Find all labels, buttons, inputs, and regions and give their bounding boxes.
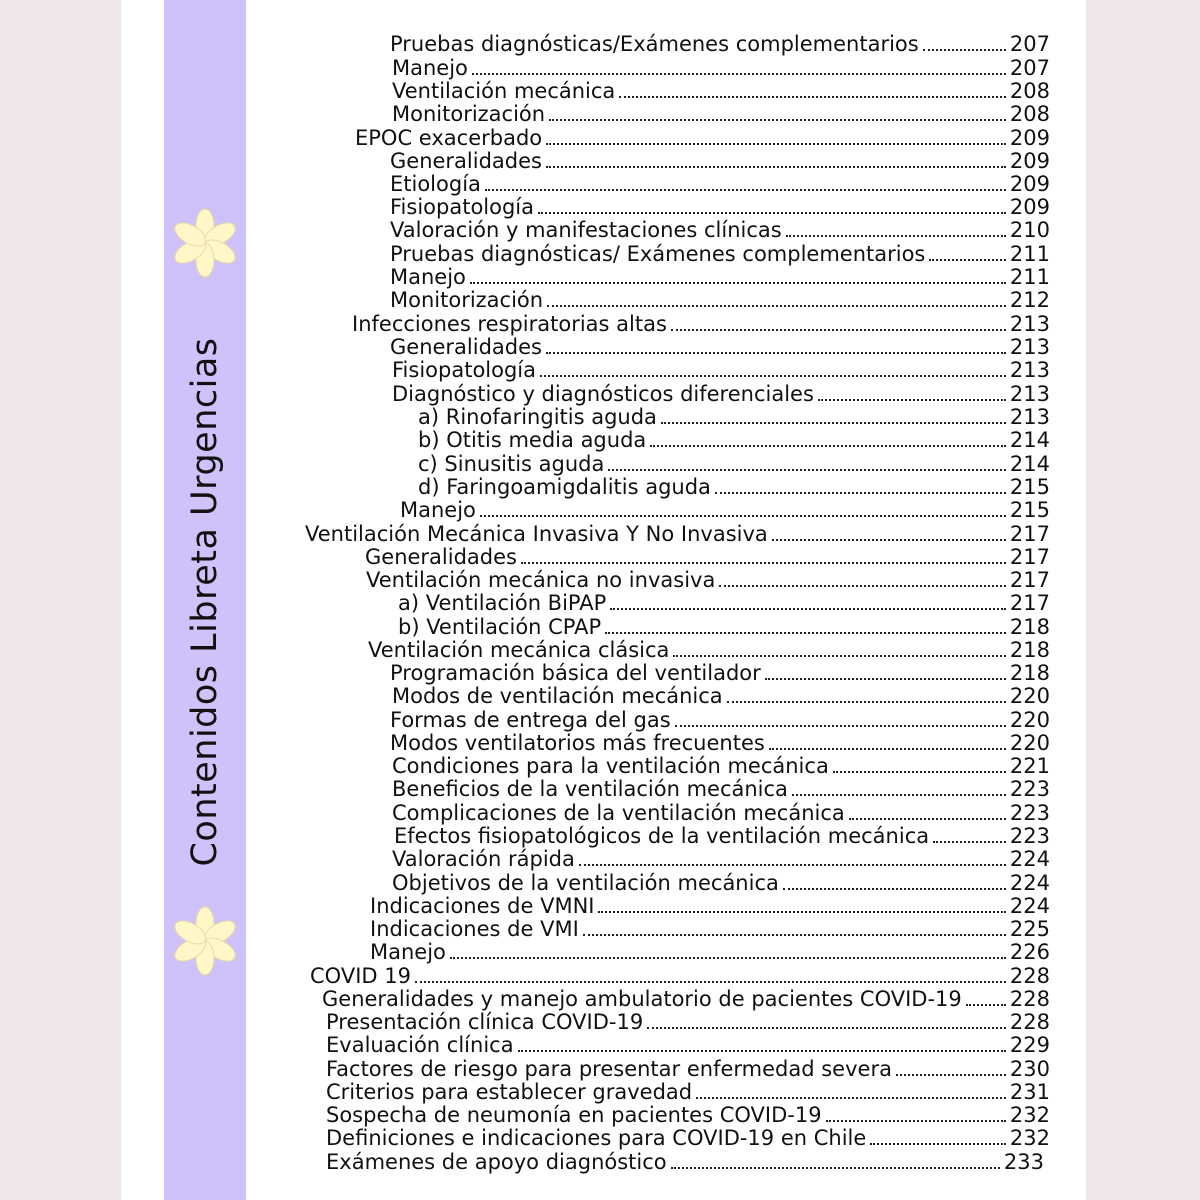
dot-leader xyxy=(870,1143,1006,1145)
toc-entry-page: 226 xyxy=(1009,940,1050,964)
dot-leader xyxy=(765,678,1006,680)
toc-entry-label: Ventilación Mecánica Invasiva Y No Invasiva xyxy=(305,522,768,546)
toc-entry-page: 220 xyxy=(1009,684,1050,708)
dot-leader xyxy=(849,818,1006,820)
dot-leader xyxy=(696,1097,1006,1099)
toc-entry xyxy=(392,845,1050,871)
toc-entry-page: 228 xyxy=(1009,987,1050,1011)
dot-leader xyxy=(547,305,1006,307)
dot-leader xyxy=(546,166,1006,168)
toc-entry-label: Manejo xyxy=(390,265,466,289)
toc-entry-page: 207 xyxy=(1009,32,1050,56)
toc-entry-page: 230 xyxy=(1009,1057,1050,1081)
toc-entry-label: Generalidades xyxy=(390,335,542,359)
dot-leader xyxy=(661,422,1006,424)
toc-entry-label: Manejo xyxy=(392,56,468,80)
toc-entry-page: 215 xyxy=(1009,498,1050,522)
toc-entry-label: a) Ventilación BiPAP xyxy=(398,591,607,615)
toc-entry-page: 213 xyxy=(1009,405,1050,429)
dot-leader xyxy=(727,701,1006,703)
toc-entry-page: 218 xyxy=(1009,661,1050,685)
dot-leader xyxy=(518,1050,1006,1052)
toc-entry-label: Valoración y manifestaciones clínicas xyxy=(390,218,782,242)
toc-entry-label: Factores de riesgo para presentar enfermedad severa xyxy=(326,1057,892,1081)
dot-leader xyxy=(549,119,1006,121)
dot-leader xyxy=(929,259,1006,261)
toc-entry-label: Criterios para establecer gravedad xyxy=(326,1080,693,1104)
dot-leader xyxy=(610,608,1006,610)
toc-entry-page: 218 xyxy=(1009,638,1050,662)
toc-entry-label: Beneficios de la ventilación mecánica xyxy=(392,777,788,801)
toc-entry-page: 217 xyxy=(1009,522,1050,546)
toc-entry xyxy=(398,589,1050,615)
toc-entry xyxy=(392,356,1050,382)
toc-entry-page: 224 xyxy=(1009,894,1050,918)
toc-entry-label: Diagnóstico y diagnósticos diferenciales xyxy=(392,382,814,406)
dot-leader xyxy=(792,794,1006,796)
toc-entry xyxy=(370,938,1050,964)
dot-leader xyxy=(647,1027,1006,1029)
dot-leader xyxy=(619,96,1006,98)
toc-entry-label: b) Ventilación CPAP xyxy=(398,615,602,639)
toc-entry xyxy=(392,100,1050,126)
toc-entry-page: 232 xyxy=(1009,1103,1050,1127)
toc-entry-label: Modos ventilatorios más frecuentes xyxy=(390,731,765,755)
dot-leader xyxy=(583,934,1006,936)
dot-leader xyxy=(833,771,1006,773)
toc-entry-label: b) Otitis media aguda xyxy=(418,428,647,452)
toc-entry-page: 209 xyxy=(1009,149,1050,173)
toc-entry-page: 224 xyxy=(1009,871,1050,895)
toc-entry-label: Indicaciones de VMI xyxy=(370,917,579,941)
toc-entry-label: Presentación clínica COVID-19 xyxy=(326,1010,644,1034)
dot-leader xyxy=(719,585,1006,587)
toc-entry-page: 224 xyxy=(1009,847,1050,871)
dot-leader xyxy=(675,725,1006,727)
toc-entry-page: 223 xyxy=(1009,777,1050,801)
toc-entry-label: Formas de entrega del gas xyxy=(390,708,671,732)
toc-entry xyxy=(390,216,1050,242)
dot-leader xyxy=(673,655,1005,657)
toc-entry-page: 209 xyxy=(1009,195,1050,219)
toc-entry-label: Programación básica del ventilador xyxy=(390,661,761,685)
toc-entry-page: 223 xyxy=(1009,824,1050,848)
toc-entry xyxy=(326,1124,1050,1150)
toc-entry-page: 232 xyxy=(1009,1126,1050,1150)
toc-entry-page: 229 xyxy=(1009,1033,1050,1057)
toc-entry xyxy=(392,775,1050,801)
toc-entry-page: 215 xyxy=(1009,475,1050,499)
dot-leader xyxy=(598,911,1005,913)
toc-entry-page: 213 xyxy=(1009,335,1050,359)
toc-entry xyxy=(392,682,1050,708)
toc-entry-page: 231 xyxy=(1009,1080,1050,1104)
toc-entry-page: 208 xyxy=(1009,79,1050,103)
toc-entry-page: 225 xyxy=(1009,917,1050,941)
toc-entry-label: a) Rinofaringitis aguda xyxy=(418,405,657,429)
toc-entry-page: 220 xyxy=(1009,731,1050,755)
toc-entry-label: Monitorización xyxy=(390,288,544,312)
toc-entry-page: 217 xyxy=(1009,568,1050,592)
toc-entry-page: 220 xyxy=(1009,708,1050,732)
toc-entry xyxy=(326,1031,1050,1057)
toc-entry xyxy=(390,30,1050,56)
toc-entry-label: Modos de ventilación mecánica xyxy=(392,684,723,708)
toc-entry-label: Evaluación clínica xyxy=(326,1033,514,1057)
dot-leader xyxy=(521,562,1006,564)
dot-leader xyxy=(650,445,1006,447)
dot-leader xyxy=(769,748,1006,750)
dot-leader xyxy=(826,1120,1006,1122)
toc-entry-page: 209 xyxy=(1009,172,1050,196)
toc-entry-page: 211 xyxy=(1009,265,1050,289)
toc-entry-page: 209 xyxy=(1009,126,1050,150)
toc-entry-page: 223 xyxy=(1009,801,1050,825)
toc-entry-label: Etiología xyxy=(390,172,481,196)
toc-entry-label: Generalidades xyxy=(390,149,542,173)
toc-entry-page: 221 xyxy=(1009,754,1050,778)
toc-entry-page: 217 xyxy=(1009,545,1050,569)
toc-entry-label: Pruebas diagnósticas/ Exámenes complementarios xyxy=(390,242,926,266)
toc-entry-label: COVID 19 xyxy=(310,964,411,988)
dot-leader xyxy=(480,515,1006,517)
toc-entry-page: 214 xyxy=(1009,452,1050,476)
dot-leader xyxy=(485,189,1006,191)
toc-entry-label: Sospecha de neumonía en pacientes COVID-19 xyxy=(326,1103,822,1127)
dot-leader xyxy=(896,1074,1006,1076)
toc-entry-label: Complicaciones de la ventilación mecánica xyxy=(392,801,845,825)
toc-entry-label: Monitorización xyxy=(392,102,546,126)
toc-entry-page: 213 xyxy=(1009,358,1050,382)
dot-leader xyxy=(923,49,1006,51)
toc-entry-label: Generalidades y manejo ambulatorio de pacientes COVID-19 xyxy=(322,987,962,1011)
toc-entry-label: Definiciones e indicaciones para COVID-19 en Chile xyxy=(326,1126,867,1150)
dot-leader xyxy=(671,329,1006,331)
toc-entry-page: 210 xyxy=(1009,218,1050,242)
dot-leader xyxy=(715,492,1006,494)
dot-leader xyxy=(470,282,1006,284)
dot-leader xyxy=(415,981,1006,983)
dot-leader xyxy=(783,888,1006,890)
toc-entry xyxy=(390,286,1050,312)
toc-entry-page: 208 xyxy=(1009,102,1050,126)
toc-entry-label: Exámenes de apoyo diagnóstico xyxy=(326,1150,667,1174)
toc-entry-label: c) Sinusitis aguda xyxy=(418,452,605,476)
toc-entry xyxy=(418,426,1050,452)
dot-leader xyxy=(608,469,1006,471)
toc-entry-label: Infecciones respiratorias altas xyxy=(352,312,667,336)
dot-leader xyxy=(579,864,1006,866)
dot-leader xyxy=(540,375,1006,377)
dot-leader xyxy=(671,1167,1000,1169)
toc-entry-label: Objetivos de la ventilación mecánica xyxy=(392,871,779,895)
dot-leader xyxy=(933,841,1006,843)
toc-entry-page: 217 xyxy=(1009,591,1050,615)
dot-leader xyxy=(546,352,1006,354)
sidebar-title: Contenidos Libreta Urgencias xyxy=(185,337,225,867)
toc-entry-label: Indicaciones de VMNI xyxy=(370,894,595,918)
toc-entry-page: 233 xyxy=(1003,1150,1044,1174)
toc-entry-label: Ventilación mecánica xyxy=(392,79,616,103)
toc-entry-page: 213 xyxy=(1009,312,1050,336)
dot-leader xyxy=(786,235,1006,237)
toc-entry-label: Manejo xyxy=(400,498,476,522)
toc-entry xyxy=(326,1148,1044,1174)
toc-entry-page: 207 xyxy=(1009,56,1050,80)
toc-entry-label: Manejo xyxy=(370,940,446,964)
toc-entry-label: Fisiopatología xyxy=(392,358,537,382)
toc-entry-label: d) Faringoamigdalitis aguda xyxy=(418,475,711,499)
toc-entry-page: 214 xyxy=(1009,428,1050,452)
toc-entry-label: Fisiopatología xyxy=(390,195,535,219)
toc-entry-label: Valoración rápida xyxy=(392,847,575,871)
toc-entry-label: Efectos fisiopatológicos de la ventilación mecánica xyxy=(394,824,930,848)
toc-entry-label: Generalidades xyxy=(365,545,517,569)
dot-leader xyxy=(818,399,1006,401)
dot-leader xyxy=(538,212,1006,214)
toc-entry-label: EPOC exacerbado xyxy=(355,126,543,150)
toc-entry-label: Ventilación mecánica no invasiva xyxy=(366,568,716,592)
dot-leader xyxy=(966,1004,1006,1006)
dot-leader xyxy=(472,73,1006,75)
dot-leader xyxy=(546,143,1006,145)
toc-entry-page: 213 xyxy=(1009,382,1050,406)
dot-leader xyxy=(605,632,1006,634)
toc-entry-page: 228 xyxy=(1009,1010,1050,1034)
toc-entry-label: Condiciones para la ventilación mecánica xyxy=(392,754,829,778)
dot-leader xyxy=(772,539,1006,541)
toc-entry-page: 218 xyxy=(1009,615,1050,639)
toc-entry-page: 228 xyxy=(1009,964,1050,988)
toc-entry-page: 211 xyxy=(1009,242,1050,266)
toc-entry xyxy=(400,496,1050,522)
toc-entry-label: Pruebas diagnósticas/Exámenes complementarios xyxy=(390,32,919,56)
dot-leader xyxy=(450,957,1006,959)
toc-entry-label: Ventilación mecánica clásica xyxy=(368,638,670,662)
toc-entry-page: 212 xyxy=(1009,288,1050,312)
